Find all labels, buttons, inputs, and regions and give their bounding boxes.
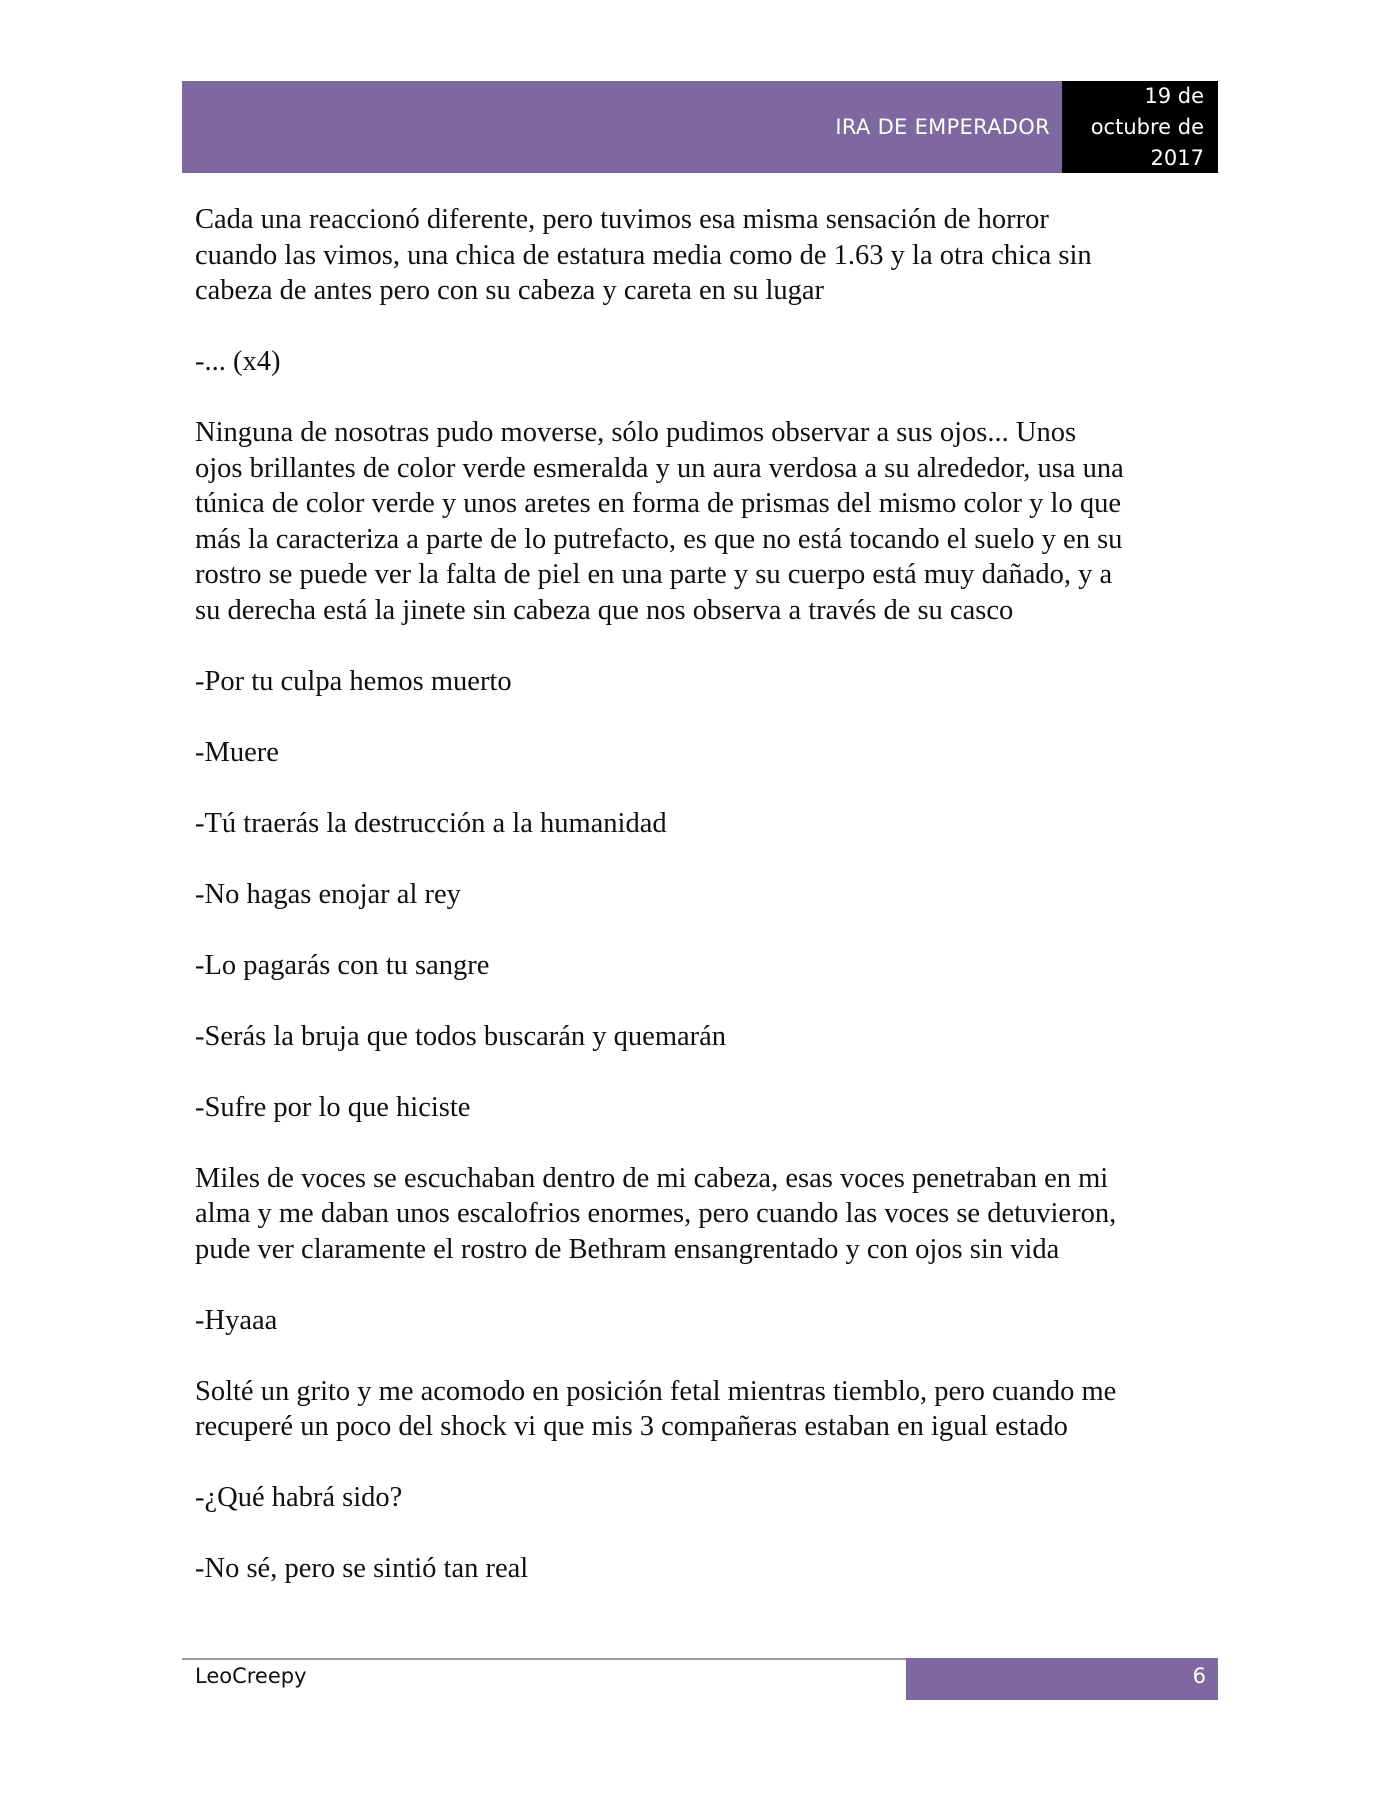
- paragraph: [195, 877, 1225, 913]
- paragraph: [195, 948, 1225, 984]
- text-line: alma y me daban unos escalofrios enormes, pero cuando las voces se detuvieron,: [195, 1198, 1117, 1229]
- text-line: rostro se puede ver la falta de piel en una parte y su cuerpo está muy dañado, y a: [195, 559, 1113, 590]
- paragraph: [195, 1374, 1225, 1445]
- paragraph: [195, 344, 1225, 380]
- text-line: -Por tu culpa hemos muerto: [195, 665, 512, 697]
- document-title: IRA DE EMPERADOR: [835, 115, 1050, 139]
- text-line: -Muere: [195, 736, 279, 768]
- text-line: cuando las vimos, una chica de estatura media como de 1.63 y la otra chica sin: [195, 239, 1092, 271]
- text-line: ojos brillantes de color verde esmeralda y un aura verdosa a su alrededor, usa una: [195, 452, 1124, 484]
- text-line: Miles de voces se escuchaban dentro de mi cabeza, esas voces penetraban en mi: [195, 1162, 1109, 1194]
- text-line: -Sufre por lo que hiciste: [195, 1091, 471, 1123]
- page-number: 6: [1192, 1664, 1206, 1688]
- footer-author: LeoCreepy: [195, 1664, 307, 1688]
- text-line: cabeza de antes pero con su cabeza y careta en su lugar: [195, 275, 825, 306]
- text-line: -... (x4): [195, 346, 281, 377]
- paragraph: [195, 1480, 1225, 1516]
- text-line: -Lo pagarás con tu sangre: [195, 949, 490, 981]
- paragraph: [195, 664, 1225, 700]
- paragraph: [195, 1551, 1225, 1587]
- text-line: -No sé, pero se sintió tan real: [195, 1553, 529, 1584]
- paragraph: [195, 806, 1225, 842]
- paragraph: [195, 1161, 1225, 1268]
- text-line: túnica de color verde y unos aretes en forma de prismas del mismo color y lo que: [195, 488, 1121, 519]
- text-line: Ninguna de nosotras pudo moverse, sólo pudimos observar a sus ojos... Unos: [195, 417, 1077, 448]
- text-line: -Tú traerás la destrucción a la humanidad: [195, 807, 667, 839]
- text-line: -¿Qué habrá sido?: [195, 1482, 403, 1513]
- text-line: su derecha está la jinete sin cabeza que nos observa a través de su casco: [195, 594, 1014, 626]
- body-text: [195, 202, 1225, 1622]
- header-date: [1062, 81, 1218, 173]
- text-line: recuperé un poco del shock vi que mis 3 compañeras estaban en igual estado: [195, 1411, 1068, 1442]
- date-line: 19 de: [1144, 84, 1204, 108]
- date-line: 2017: [1150, 146, 1204, 170]
- text-line: Solté un grito y me acomodo en posición fetal mientras tiemblo, pero cuando me: [195, 1375, 1117, 1407]
- footer-band: [906, 1658, 1218, 1700]
- text-line: Cada una reaccionó diferente, pero tuvimos esa misma sensación de horror: [195, 204, 1049, 235]
- paragraph: [195, 1303, 1225, 1339]
- paragraph: [195, 735, 1225, 771]
- date-line: octubre de: [1090, 115, 1204, 139]
- paragraph: [195, 415, 1225, 628]
- header-band: [182, 81, 1062, 173]
- paragraph: [195, 202, 1225, 309]
- paragraph: [195, 1090, 1225, 1126]
- text-line: pude ver claramente el rostro de Bethram ensangrentado y con ojos sin vida: [195, 1233, 1060, 1265]
- text-line: -Serás la bruja que todos buscarán y quemarán: [195, 1020, 727, 1052]
- text-line: -No hagas enojar al rey: [195, 878, 461, 910]
- paragraph: [195, 1019, 1225, 1055]
- text-line: más la caracteriza a parte de lo putrefacto, es que no está tocando el suelo y en su: [195, 523, 1123, 555]
- text-line: -Hyaaa: [195, 1304, 278, 1336]
